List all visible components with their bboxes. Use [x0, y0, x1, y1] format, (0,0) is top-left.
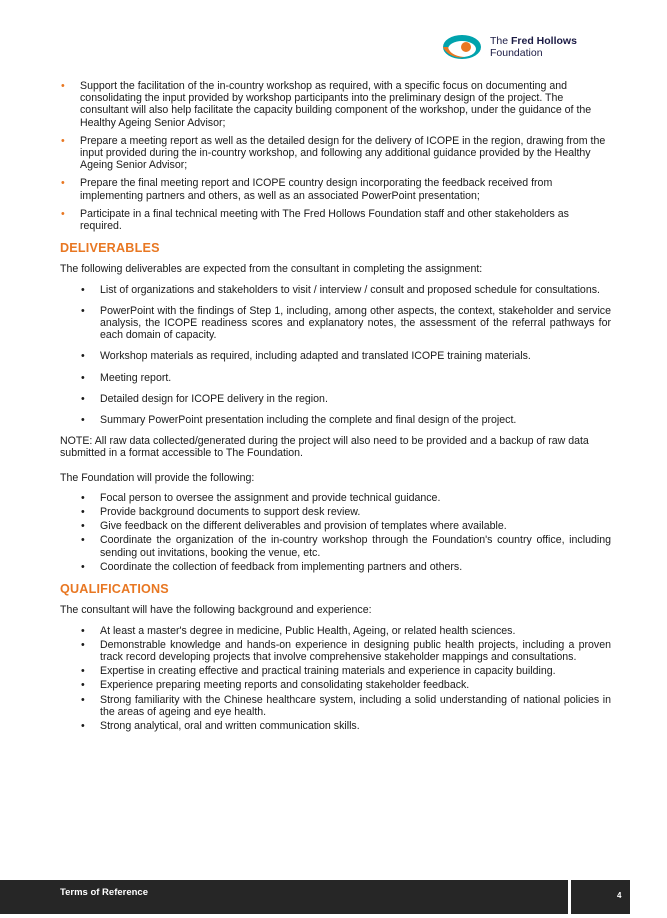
foundation-provisions-list [60, 492, 611, 573]
deliverable-item: • List of organizations and stakeholders to visit / interview / consult and proposed schedule for consultations. [60, 284, 611, 296]
raw-data-note: NOTE: All raw data collected/generated during the project will also need to be provided and a backup of raw data submitted in a format accessible to The Foundation. [60, 435, 589, 460]
task-item: • Prepare the final meeting report and ICOPE country design incorporating the feedback received from implementing partners and others, as well as an associated PowerPoint presentation; [60, 177, 611, 201]
foundation-provision-item: • Coordinate the collection of feedback from implementing partners and others. [60, 561, 611, 573]
qualification-item: • Strong analytical, oral and written communication skills. [60, 720, 611, 732]
deliverable-item: • Summary PowerPoint presentation including the complete and final design of the project. [60, 414, 611, 426]
qualification-item: • Expertise in creating effective and practical training materials and experience in capacity building. [60, 665, 611, 677]
deliverables-heading: DELIVERABLES [60, 241, 160, 256]
document-body [60, 80, 611, 734]
qualifications-list [60, 625, 611, 733]
deliverable-item: • Meeting report. [60, 372, 611, 384]
eye-logo-icon [440, 32, 484, 62]
foundation-provision-item: • Give feedback on the different deliverables and provision of templates where available. [60, 520, 611, 532]
footer-title: Terms of Reference [60, 887, 148, 898]
foundation-provision-item: • Provide background documents to support desk review. [60, 506, 611, 518]
page-number: 4 [617, 891, 622, 900]
qualification-item: • Demonstrable knowledge and hands-on experience in designing public health projects, including a proven track record developing projects that involve comprehensive stakeholder mappings and consultations. [60, 639, 611, 663]
qualifications-heading: QUALIFICATIONS [60, 582, 169, 597]
deliverable-item: • PowerPoint with the findings of Step 1, including, among other aspects, the context, stakeholder and service analysis, the ICOPE readiness scores and explanatory notes, the assessment of the referral pathways for each domain of capacity. [60, 305, 611, 342]
foundation-provision-item: • Coordinate the organization of the in-country workshop through the Foundation's country office, including sending out invitations, booking the venue, etc. [60, 534, 611, 558]
task-list [60, 80, 611, 232]
foundation-logo [440, 30, 600, 66]
task-item: • Participate in a final technical meeting with The Fred Hollows Foundation staff and other stakeholders as required. [60, 208, 611, 232]
foundation-provision-item: • Focal person to oversee the assignment and provide technical guidance. [60, 492, 611, 504]
qualification-item: • At least a master's degree in medicine, Public Health, Ageing, or related health sciences. [60, 625, 611, 637]
qualification-item: • Strong familiarity with the Chinese healthcare system, including a solid understanding of national policies in the areas of ageing and eye health. [60, 694, 611, 718]
task-item: • Prepare a meeting report as well as the detailed design for the delivery of ICOPE in the region, drawing from the input provided during the in-country workshop, and following any additional guidance provided by the Healthy Ageing Senior Advisor; [60, 135, 611, 172]
deliverables-intro: The following deliverables are expected from the consultant in completing the assignment: [60, 263, 483, 276]
task-item: • Support the facilitation of the in-country workshop as required, with a specific focus on documenting and consolidating the input provided by workshop participants into the preliminary design of the project. The consultant will also help facilitate the capacity building component of the workshop, under the guidance of the Healthy Ageing Senior Advisor; [60, 80, 611, 129]
logo-wordmark: The Fred Hollows Foundation [490, 35, 577, 59]
deliverable-item: • Workshop materials as required, including adapted and translated ICOPE training materials. [60, 350, 611, 362]
deliverables-list [60, 284, 611, 427]
deliverable-item: • Detailed design for ICOPE delivery in the region. [60, 393, 611, 405]
qualifications-intro: The consultant will have the following background and experience: [60, 604, 372, 617]
qualification-item: • Experience preparing meeting reports and consolidating stakeholder feedback. [60, 679, 611, 691]
foundation-intro: The Foundation will provide the following: [60, 471, 255, 484]
